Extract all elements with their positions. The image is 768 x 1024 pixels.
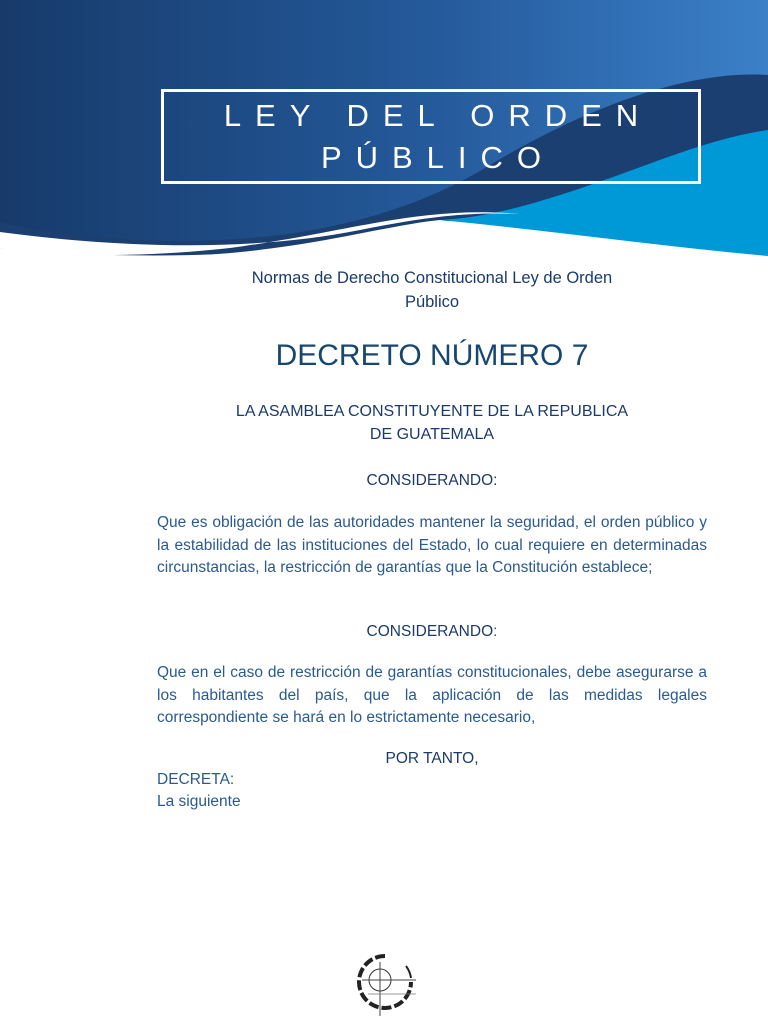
considerando-heading-2 bbox=[150, 621, 714, 643]
assembly-line-1: LA ASAMBLEA CONSTITUYENTE DE LA REPUBLICA bbox=[235, 403, 629, 420]
subtitle-line-1: Normas de Derecho Constitucional Ley de Orden bbox=[251, 269, 613, 287]
title-line-1: LEY DEL ORDEN bbox=[223, 97, 653, 133]
paragraph-1: Que es obligación de las autoridades mantener la seguridad, el orden público y la estabilidad de las instituciones del Estado, lo cual requiere en determinadas circunstancias, la restricción de garantías que la Constitución establece; bbox=[157, 514, 707, 576]
document-subtitle bbox=[200, 266, 664, 314]
considerando-heading-1: CONSIDERANDO: bbox=[366, 472, 498, 489]
assembly-heading bbox=[150, 400, 714, 446]
title-line-2: PÚBLICO bbox=[320, 139, 556, 175]
crosshair-seal-icon bbox=[350, 948, 420, 1018]
por-tanto-heading: POR TANTO, bbox=[385, 750, 479, 767]
decree-heading: DECRETO NÚMERO 7 bbox=[275, 339, 589, 372]
decreta-label: DECRETA: bbox=[157, 771, 235, 788]
considerando-2-colon: : bbox=[493, 623, 498, 640]
title-box bbox=[161, 89, 701, 184]
subtitle-line-2: Público bbox=[404, 293, 460, 311]
la-siguiente-label: La siguiente bbox=[157, 793, 241, 810]
assembly-line-2: DE GUATEMALA bbox=[369, 426, 495, 443]
paragraph-2: Que en el caso de restricción de garantías constitucionales, debe asegurarse a los habitantes del país, que la aplicación de las medidas legales correspondiente se hará en lo estrictamente necesario, bbox=[157, 664, 707, 726]
considerando-2-word: CONSIDERANDO bbox=[366, 623, 494, 640]
